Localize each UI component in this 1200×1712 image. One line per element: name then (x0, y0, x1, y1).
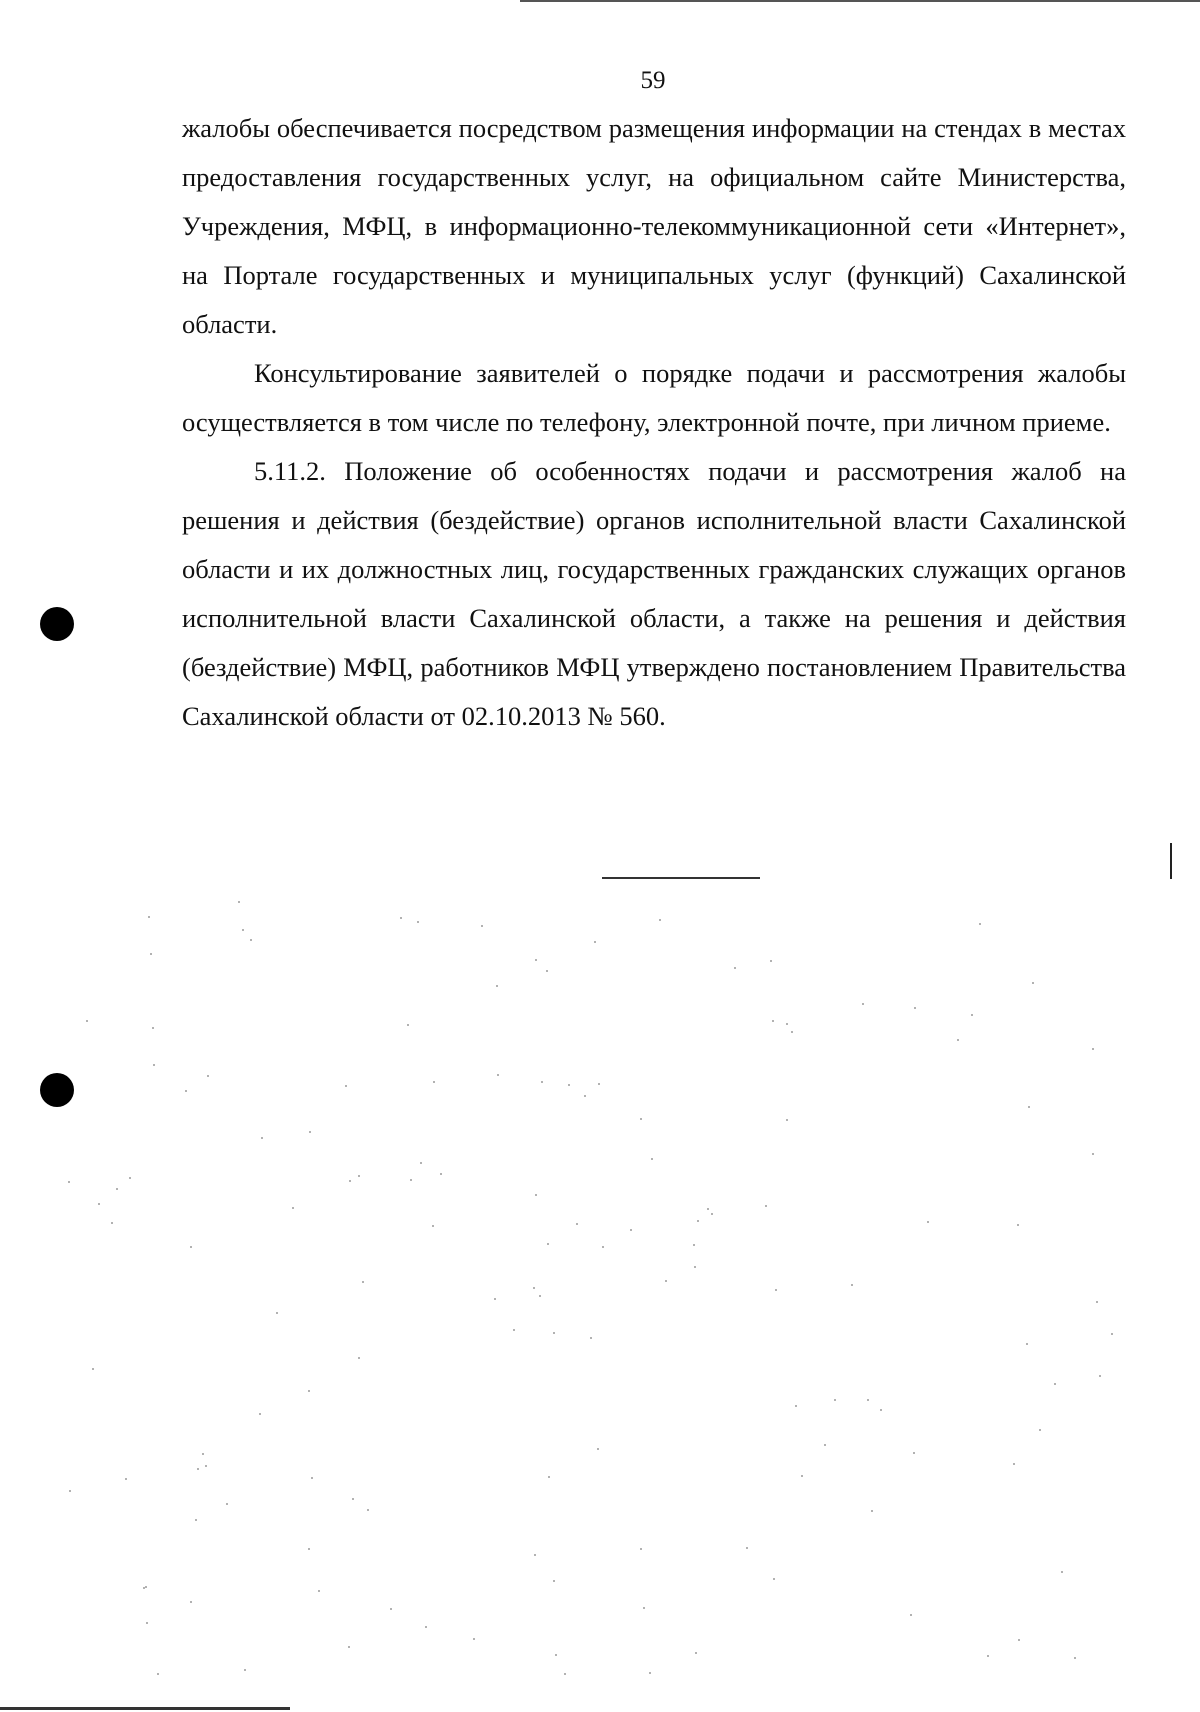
scan-speck (697, 1220, 699, 1222)
scan-speck (261, 1137, 263, 1139)
scan-edge-line-bottom (0, 1707, 290, 1710)
scan-speck (555, 1654, 557, 1656)
scan-speck (665, 1280, 667, 1282)
scan-speck (913, 1452, 915, 1454)
scan-speck (400, 917, 402, 919)
scan-speck (971, 1014, 973, 1016)
scan-speck (92, 1368, 94, 1370)
scan-speck (770, 960, 772, 962)
scan-speck (242, 929, 244, 931)
scan-speck (1039, 1429, 1041, 1431)
scan-speck (695, 1652, 697, 1654)
scan-speck (68, 1181, 70, 1183)
scan-speck (226, 1503, 228, 1505)
scan-speck (694, 1266, 696, 1268)
scan-speck (547, 1243, 549, 1245)
scan-speck (786, 1119, 788, 1121)
scan-speck (734, 967, 736, 969)
punch-hole-mark (40, 607, 74, 641)
scan-speck (1013, 1463, 1015, 1465)
scan-speck (564, 1673, 566, 1675)
scan-edge-mark (1170, 843, 1172, 879)
scan-speck (358, 1175, 360, 1177)
scan-speck (533, 1287, 535, 1289)
scan-speck (292, 1207, 294, 1209)
scan-speck (568, 1084, 570, 1086)
scan-speck (420, 1162, 422, 1164)
scan-speck (494, 1298, 496, 1300)
scan-speck (590, 1337, 592, 1339)
scan-speck (190, 1601, 192, 1603)
scan-speck (238, 901, 240, 903)
scan-speck (207, 1075, 209, 1077)
paragraph-complaint-info: жалобы обеспечивается посредством размещения информации на стендах в местах предоставления государственных услуг, на официальном сайте Министерства, Учреждения, МФЦ, в информационно-телекоммуникационной сети «Интернет», на Портале государственных и муниципальных услуг (функций) Сахалинской области. (182, 113, 1126, 339)
scan-speck (987, 1655, 989, 1657)
scan-speck (157, 1673, 159, 1675)
scan-speck (795, 1405, 797, 1407)
scan-speck (880, 1409, 882, 1411)
end-of-text-rule (602, 877, 760, 879)
scan-speck (185, 1090, 187, 1092)
scan-speck (190, 1246, 192, 1248)
scan-speck (513, 1329, 515, 1331)
scan-speck (824, 1444, 826, 1446)
scan-speck (143, 1587, 145, 1589)
scan-speck (1017, 1224, 1019, 1226)
scan-speck (602, 1246, 604, 1248)
scan-speck (979, 923, 981, 925)
scan-edge-line-top (520, 0, 1200, 2)
scan-speck (1061, 1571, 1063, 1573)
scan-speck (786, 1023, 788, 1025)
scan-speck (576, 1223, 578, 1225)
scan-speck (349, 1180, 351, 1182)
scan-speck (1092, 1048, 1094, 1050)
scan-speck (433, 1081, 435, 1083)
scan-speck (535, 1194, 537, 1196)
scan-speck (541, 1081, 543, 1083)
scan-speck (772, 1020, 774, 1022)
scan-speck (352, 1498, 354, 1500)
scan-speck (69, 1490, 71, 1492)
scan-speck (851, 1284, 853, 1286)
scan-speck (202, 1453, 204, 1455)
scan-speck (791, 1031, 793, 1033)
paragraph-consultation: Консультирование заявителей о порядке подачи и рассмотрения жалобы осуществляется в том числе по телефону, электронной почте, при личном приеме. (182, 358, 1126, 437)
scan-speck (497, 1074, 499, 1076)
scan-speck (1026, 1343, 1028, 1345)
scan-speck (630, 1229, 632, 1231)
scan-speck (1111, 1333, 1113, 1335)
scan-speck (86, 1020, 88, 1022)
scan-speck (146, 1622, 148, 1624)
scan-speck (546, 970, 548, 972)
scan-speck (318, 1590, 320, 1592)
scan-speck (496, 985, 498, 987)
scan-speck (345, 1085, 347, 1087)
scan-speck (534, 1554, 536, 1556)
scan-speck (362, 1281, 364, 1283)
scan-speck (150, 953, 152, 955)
scan-speck (417, 921, 419, 923)
scan-speck (594, 941, 596, 943)
body-text (182, 104, 1126, 741)
scan-speck (1028, 1106, 1030, 1108)
scan-speck (481, 925, 483, 927)
scan-speck (914, 1007, 916, 1009)
scan-speck (553, 1580, 555, 1582)
punch-hole-mark (40, 1073, 74, 1107)
scan-speck (707, 1208, 709, 1210)
scan-speck (773, 1578, 775, 1580)
scan-speck (440, 1173, 442, 1175)
scan-speck (553, 1332, 555, 1334)
scan-speck (871, 1510, 873, 1512)
scan-speck (801, 1475, 803, 1477)
scan-speck (148, 916, 150, 918)
scan-speck (651, 1158, 653, 1160)
scan-speck (597, 1448, 599, 1450)
scan-speck (309, 1131, 311, 1133)
scan-speck (746, 1547, 748, 1549)
scan-speck (410, 1179, 412, 1181)
scan-speck (311, 1477, 313, 1479)
scan-speck (1099, 1375, 1101, 1377)
scan-speck (910, 1614, 912, 1616)
scan-speck (1096, 1301, 1098, 1303)
scan-speck (548, 1476, 550, 1478)
scan-speck (539, 1295, 541, 1297)
scan-speck (195, 1519, 197, 1521)
scan-speck (111, 1222, 113, 1224)
scan-speck (862, 1003, 864, 1005)
scan-speck (535, 959, 537, 961)
scan-speck (1032, 982, 1034, 984)
scan-speck (145, 1586, 147, 1588)
scan-speck (197, 1468, 199, 1470)
scan-speck (1018, 1639, 1020, 1641)
scan-speck (867, 1399, 869, 1401)
scan-speck (432, 1225, 434, 1227)
scan-speck (1092, 1153, 1094, 1155)
scan-speck (659, 919, 661, 921)
scan-speck (425, 1626, 427, 1628)
scan-speck (407, 1024, 409, 1026)
scan-speck (358, 1357, 360, 1359)
scan-speck (348, 1646, 350, 1648)
scan-speck (276, 1312, 278, 1314)
scan-speck (244, 1669, 246, 1671)
scan-speck (390, 1608, 392, 1610)
scan-speck (834, 1399, 836, 1401)
scan-speck (640, 1548, 642, 1550)
scan-speck (693, 1244, 695, 1246)
page-number: 59 (640, 67, 666, 94)
scan-speck (152, 1027, 154, 1029)
scan-speck (259, 1413, 261, 1415)
scan-speck (957, 1039, 959, 1041)
scan-speck (129, 1177, 131, 1179)
scan-speck (367, 1509, 369, 1511)
scan-speck (308, 1390, 310, 1392)
scan-speck (711, 1213, 713, 1215)
scan-speck (598, 1083, 600, 1085)
scan-speck (649, 1672, 651, 1674)
scan-speck (153, 1064, 155, 1066)
scan-speck (1054, 1383, 1056, 1385)
scan-speck (1074, 1657, 1076, 1659)
scan-speck (308, 1548, 310, 1550)
scan-speck (643, 1607, 645, 1609)
scan-speck (473, 1638, 475, 1640)
scan-speck (98, 1203, 100, 1205)
scan-speck (205, 1465, 207, 1467)
scan-speck (584, 1095, 586, 1097)
scan-speck (765, 1205, 767, 1207)
scan-speck (775, 1289, 777, 1291)
scan-speck (640, 1118, 642, 1120)
scan-speck (927, 1221, 929, 1223)
scan-speck (250, 939, 252, 941)
paragraph-regulation-5-11-2: 5.11.2. Положение об особенностях подачи и рассмотрения жалоб на решения и действия (бездействие) органов исполнительной власти Сахалинской области и их должностных лиц, государственных гражданских служащих органов исполнительной власти Сахалинской области, а также на решения и действия (бездействие) МФЦ, работников МФЦ утверждено постановлением Правительства Сахалинской области от 02.10.2013 № 560. (182, 456, 1126, 731)
scan-speck (125, 1478, 127, 1480)
scan-speck (116, 1188, 118, 1190)
